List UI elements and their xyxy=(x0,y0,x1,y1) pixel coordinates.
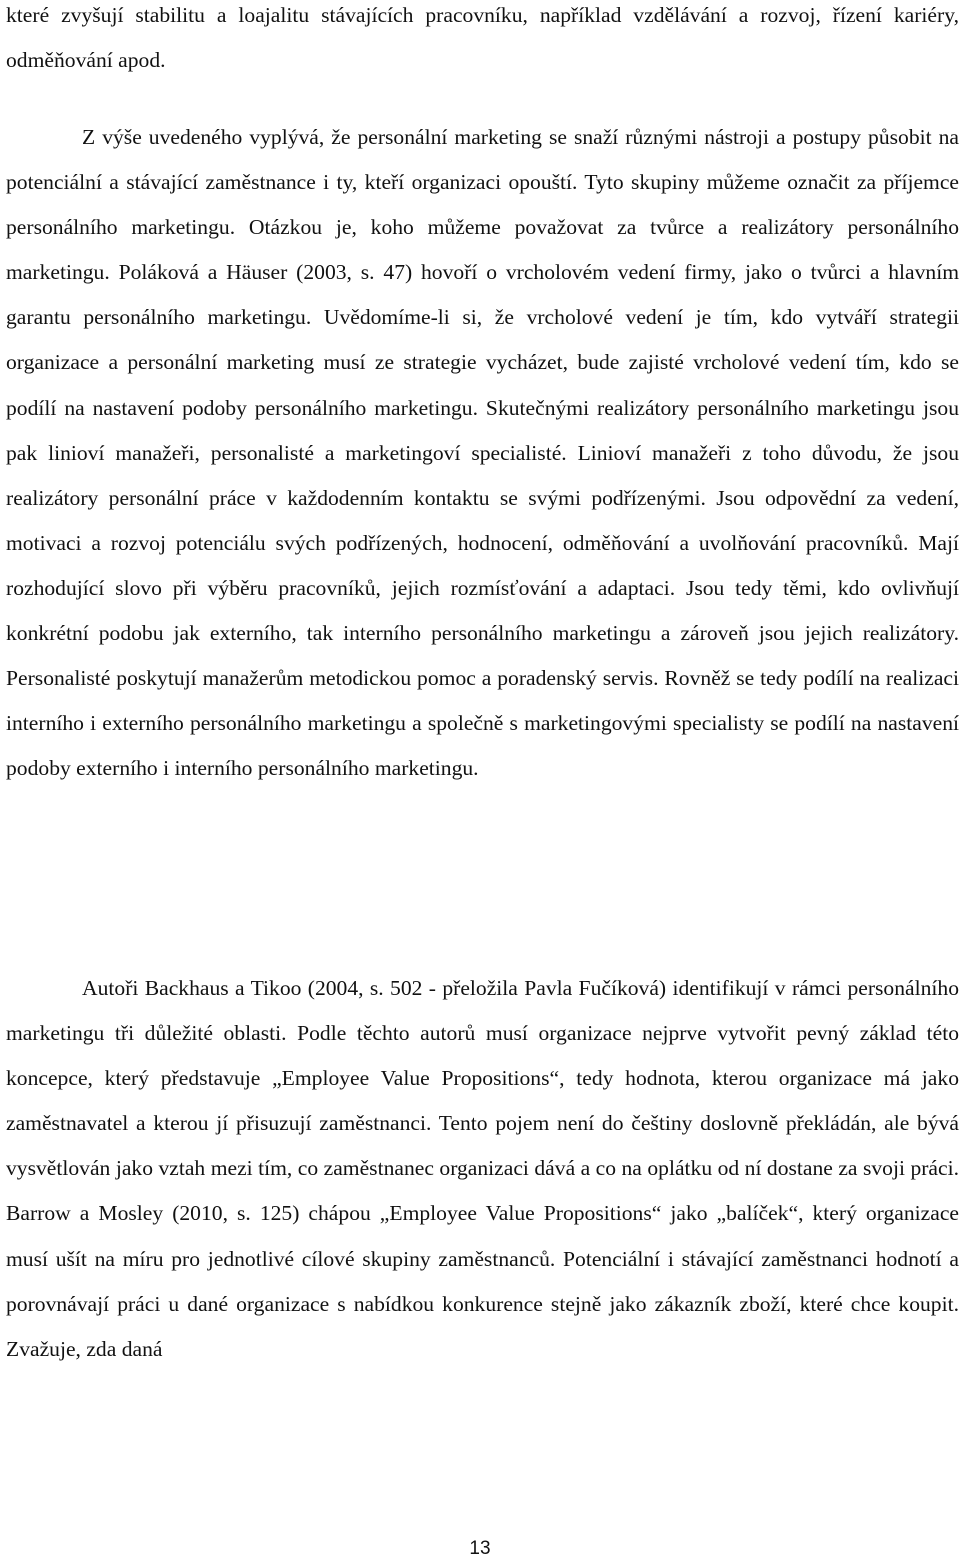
paragraph-personnel-marketing-actors: Z výše uvedeného vyplývá, že personální marketing se snaží různými nástroji a postupy působit na potenciální a stávající zaměstnance i ty, kteří organizaci opouští. Tyto skupiny můžeme označit za příjemce personálního marketingu. Otázkou je, koho můžeme považovat za tvůrce a realizátory personálního marketingu. Poláková a Häuser (2003, s. 47) hovoří o vrcholovém vedení firmy, jako o tvůrci a hlavním garantu personálního marketingu. Uvědomíme-li si, že vrcholové vedení je tím, kdo vytváří strategii organizace a personální marketing musí ze strategie vycházet, bude zajisté vrcholové vedení tím, kdo se podílí na nastavení podoby personálního marketingu. Skutečnými realizátory personálního marketingu jsou pak linioví manažeři, personalisté a marketingoví specialisté. Linioví manažeři z toho důvodu, že jsou realizátory personální práce v každodenním kontaktu se svými podřízenými. Jsou odpovědní za vedení, motivaci a rozvoj potenciálu svých podřízených, hodnocení, odměňování a uvolňování pracovníků. Mají rozhodující slovo při výběru pracovníků, jejich rozmísťování a adaptaci. Jsou tedy těmi, kdo ovlivňují konkrétní podobu jak externího, tak interního personálního marketingu a zároveň jsou jejich realizátory. Personalisté poskytují manažerům metodickou pomoc a poradenský servis. Rovněž se tedy podílí na realizaci interního i externího personálního marketingu a společně s marketingovými specialisty se podílí na nastavení podoby externího i interního personálního marketingu. xyxy=(6,125,959,781)
paragraph-employee-value-propositions: Autoři Backhaus a Tikoo (2004, s. 502 - přeložila Pavla Fučíková) identifikují v rámci personálního marketingu tři důležité oblasti. Podle těchto autorů musí organizace nejprve vytvořit pevný základ této koncepce, který představuje „Employee Value Propositions“, tedy hodnota, kterou organizace má jako zaměstnavatel a kterou jí přisuzují zaměstnanci. Tento pojem není do češtiny doslovně překládán, ale bývá vysvětlován jako vztah mezi tím, co zaměstnanec organizaci dává a co na oplátku od ní dostane za svoji práci. Barrow a Mosley (2010, s. 125) chápou „Employee Value Propositions“ jako „balíček“, který organizace musí ušít na míru pro jednotlivé cílové skupiny zaměstnanců. Potenciální i stávající zaměstnanci hodnotí a porovnávají práci u dané organizace s nabídkou konkurence stejně jako zákazník zboží, které chce koupit. Zvažuje, zda daná xyxy=(6,976,959,1361)
paragraph-continuation: které zvyšují stabilitu a loajalitu stávajících pracovníku, například vzdělávání a rozvoj, řízení kariéry, odměňování apod. xyxy=(6,3,959,73)
page-number: 13 xyxy=(469,1538,491,1559)
